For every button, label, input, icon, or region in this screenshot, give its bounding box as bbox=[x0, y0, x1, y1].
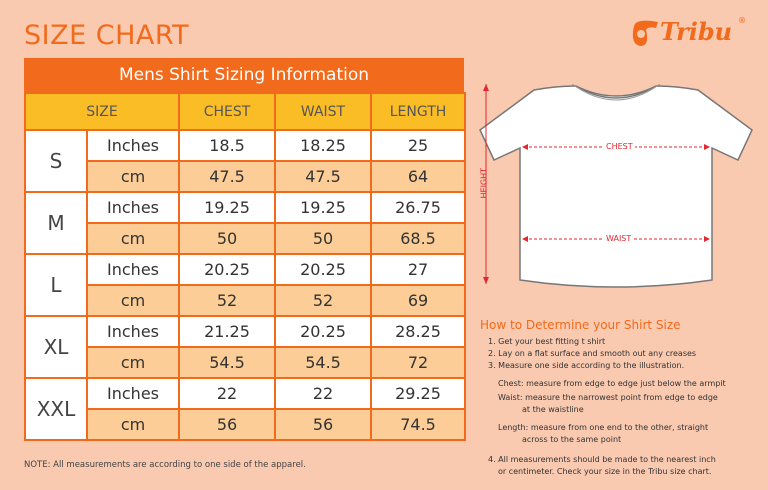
table-row bbox=[25, 130, 465, 161]
size-label: L bbox=[25, 254, 87, 316]
unit-label: Inches bbox=[87, 192, 179, 223]
unit-label: cm bbox=[87, 285, 179, 316]
step-2: 2. Lay on a flat surface and smooth out any creases bbox=[488, 349, 697, 358]
header-waist: WAIST bbox=[275, 93, 371, 130]
waist-value: 52 bbox=[275, 285, 371, 316]
table-title: Mens Shirt Sizing Information bbox=[24, 58, 464, 92]
length-value: 28.25 bbox=[371, 316, 465, 347]
table-row bbox=[25, 409, 465, 440]
table-row bbox=[25, 223, 465, 254]
waist-value: 20.25 bbox=[275, 316, 371, 347]
waist-value: 54.5 bbox=[275, 347, 371, 378]
length-value: 72 bbox=[371, 347, 465, 378]
chest-value: 54.5 bbox=[179, 347, 275, 378]
chest-instruction: Chest: measure from edge to edge just below the armpit bbox=[498, 379, 726, 388]
unit-label: Inches bbox=[87, 378, 179, 409]
step-4-cont: or centimeter. Check your size in the Tribu size chart. bbox=[498, 467, 712, 476]
length-instruction-cont: across to the same point bbox=[522, 435, 622, 444]
table-row bbox=[25, 378, 465, 409]
unit-label: cm bbox=[87, 161, 179, 192]
table-row bbox=[25, 347, 465, 378]
table-row bbox=[25, 285, 465, 316]
step-3: 3. Measure one side according to the illustration. bbox=[488, 361, 685, 370]
chest-value: 19.25 bbox=[179, 192, 275, 223]
chest-label: CHEST bbox=[606, 142, 633, 151]
waist-instruction: Waist: measure the narrowest point from edge to edge bbox=[498, 393, 718, 402]
header-chest: CHEST bbox=[179, 93, 275, 130]
unit-label: cm bbox=[87, 223, 179, 254]
waist-value: 22 bbox=[275, 378, 371, 409]
size-grid bbox=[24, 92, 466, 441]
length-value: 74.5 bbox=[371, 409, 465, 440]
chest-value: 20.25 bbox=[179, 254, 275, 285]
size-label: M bbox=[25, 192, 87, 254]
header-size: SIZE bbox=[25, 93, 179, 130]
unit-label: Inches bbox=[87, 130, 179, 161]
table-row bbox=[25, 192, 465, 223]
tshirt-illustration-icon bbox=[476, 84, 756, 294]
length-value: 27 bbox=[371, 254, 465, 285]
size-table bbox=[24, 58, 464, 451]
waist-value: 20.25 bbox=[275, 254, 371, 285]
chest-value: 22 bbox=[179, 378, 275, 409]
chest-value: 56 bbox=[179, 409, 275, 440]
chest-value: 18.5 bbox=[179, 130, 275, 161]
brand-name: Tribu bbox=[660, 17, 733, 46]
how-to-title: How to Determine your Shirt Size bbox=[480, 318, 681, 332]
length-value: 69 bbox=[371, 285, 465, 316]
unit-label: cm bbox=[87, 347, 179, 378]
how-to-steps bbox=[488, 336, 758, 478]
table-row bbox=[25, 316, 465, 347]
waist-value: 19.25 bbox=[275, 192, 371, 223]
waist-value: 56 bbox=[275, 409, 371, 440]
waist-instruction-cont: at the waistline bbox=[522, 405, 584, 414]
waist-value: 50 bbox=[275, 223, 371, 254]
length-value: 25 bbox=[371, 130, 465, 161]
unit-label: cm bbox=[87, 409, 179, 440]
size-label: S bbox=[25, 130, 87, 192]
chest-value: 50 bbox=[179, 223, 275, 254]
length-value: 68.5 bbox=[371, 223, 465, 254]
unit-label: Inches bbox=[87, 316, 179, 347]
step-1: 1. Get your best fitting t shirt bbox=[488, 337, 606, 346]
header-row bbox=[25, 93, 465, 130]
footnote: NOTE: All measurements are according to one side of the apparel. bbox=[24, 460, 306, 470]
waist-label: WAIST bbox=[606, 234, 632, 243]
chest-value: 21.25 bbox=[179, 316, 275, 347]
length-value: 26.75 bbox=[371, 192, 465, 223]
waist-value: 18.25 bbox=[275, 130, 371, 161]
length-instruction: Length: measure from one end to the other, straight bbox=[498, 423, 709, 432]
chest-value: 52 bbox=[179, 285, 275, 316]
header-length: LENGTH bbox=[371, 93, 465, 130]
height-label: HEIGHT bbox=[479, 167, 489, 199]
unit-label: Inches bbox=[87, 254, 179, 285]
page-title: SIZE CHART bbox=[24, 20, 190, 51]
size-label: XXL bbox=[25, 378, 87, 440]
size-label: XL bbox=[25, 316, 87, 378]
table-row bbox=[25, 254, 465, 285]
chest-value: 47.5 bbox=[179, 161, 275, 192]
step-4: 4. All measurements should be made to the nearest inch bbox=[488, 455, 716, 464]
waist-value: 47.5 bbox=[275, 161, 371, 192]
length-value: 64 bbox=[371, 161, 465, 192]
brand-registered-mark: ® bbox=[738, 16, 746, 25]
length-value: 29.25 bbox=[371, 378, 465, 409]
table-row bbox=[25, 161, 465, 192]
